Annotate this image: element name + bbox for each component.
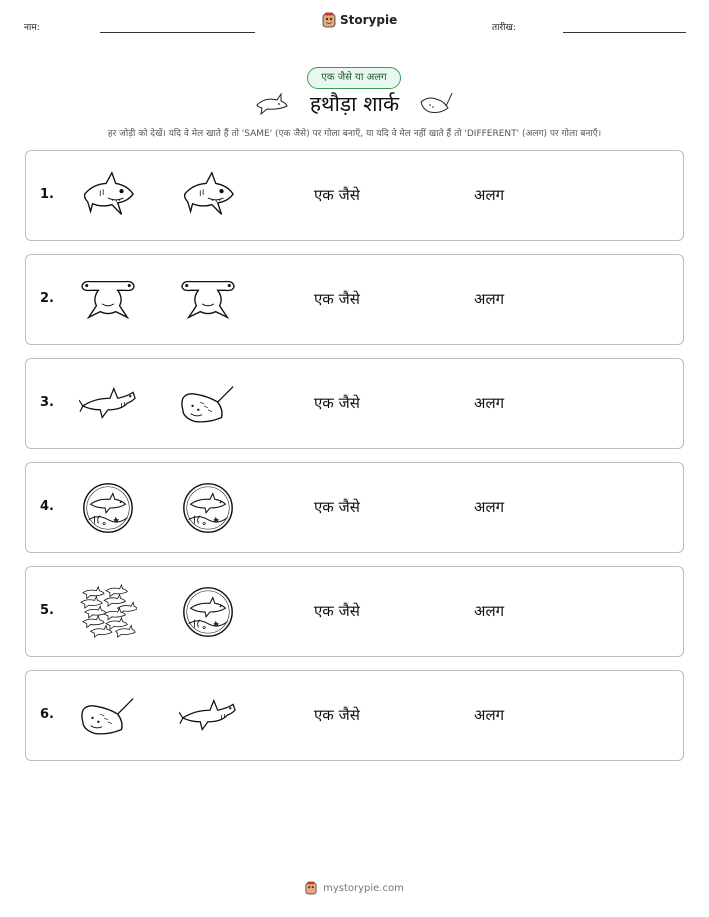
shark-circle-icon (179, 480, 237, 536)
same-option[interactable]: एक जैसे (314, 290, 360, 308)
footer (0, 881, 709, 895)
storypie-mascot-icon (305, 881, 317, 895)
pair-row-4 (25, 462, 684, 553)
hammerhead-side-icon (179, 688, 237, 744)
pair-row-2 (25, 254, 684, 345)
same-option[interactable]: एक जैसे (314, 186, 360, 204)
same-option[interactable]: एक जैसे (314, 498, 360, 516)
shark-icon (79, 168, 137, 224)
pair-row-6 (25, 670, 684, 761)
worksheet-title: हथौड़ा शार्क (309, 92, 400, 116)
different-option[interactable]: अलग (474, 290, 505, 308)
different-option[interactable]: अलग (474, 394, 505, 412)
hammerhead-front-icon (179, 272, 237, 328)
stingray-title-icon (418, 90, 454, 118)
shark-school-icon (79, 584, 137, 640)
name-label: नाम: (24, 23, 40, 33)
different-option[interactable]: अलग (474, 186, 505, 204)
instructions: हर जोड़ी को देखें। यदि वे मेल खाते हैं तो 'SAME' (एक जैसे) पर गोला बनाएँ, या यदि वे मेल नहीं खाते हैं तो 'DIFFERENT' (अलग) पर गोला बनाएँ। (107, 129, 602, 139)
pair-number: 4. (40, 499, 54, 514)
pair-row-1 (25, 150, 684, 241)
shark-icon (179, 168, 237, 224)
different-option[interactable]: अलग (474, 498, 505, 516)
date-input-line[interactable] (563, 32, 686, 33)
pair-number: 1. (40, 187, 54, 202)
stingray-icon (79, 688, 137, 744)
different-option[interactable]: अलग (474, 706, 505, 724)
date-label: तारीख: (492, 23, 516, 33)
activity-tag: एक जैसे या अलग (307, 67, 401, 89)
pair-number: 6. (40, 707, 54, 722)
brand-logo (322, 12, 397, 28)
shark-circle-icon (79, 480, 137, 536)
same-option[interactable]: एक जैसे (314, 394, 360, 412)
hammerhead-side-icon (79, 376, 137, 432)
hammerhead-front-icon (79, 272, 137, 328)
name-input-line[interactable] (100, 32, 255, 33)
pair-number: 5. (40, 603, 54, 618)
storypie-mascot-icon (322, 12, 336, 28)
stingray-icon (179, 376, 237, 432)
brand-name: Storypie (340, 13, 398, 27)
different-option[interactable]: अलग (474, 602, 505, 620)
pair-number: 3. (40, 395, 54, 410)
footer-url[interactable]: mystorypie.com (323, 882, 404, 894)
same-option[interactable]: एक जैसे (314, 602, 360, 620)
pair-row-3 (25, 358, 684, 449)
same-option[interactable]: एक जैसे (314, 706, 360, 724)
shark-circle-icon (179, 584, 237, 640)
pair-number: 2. (40, 291, 54, 306)
pair-row-5 (25, 566, 684, 657)
